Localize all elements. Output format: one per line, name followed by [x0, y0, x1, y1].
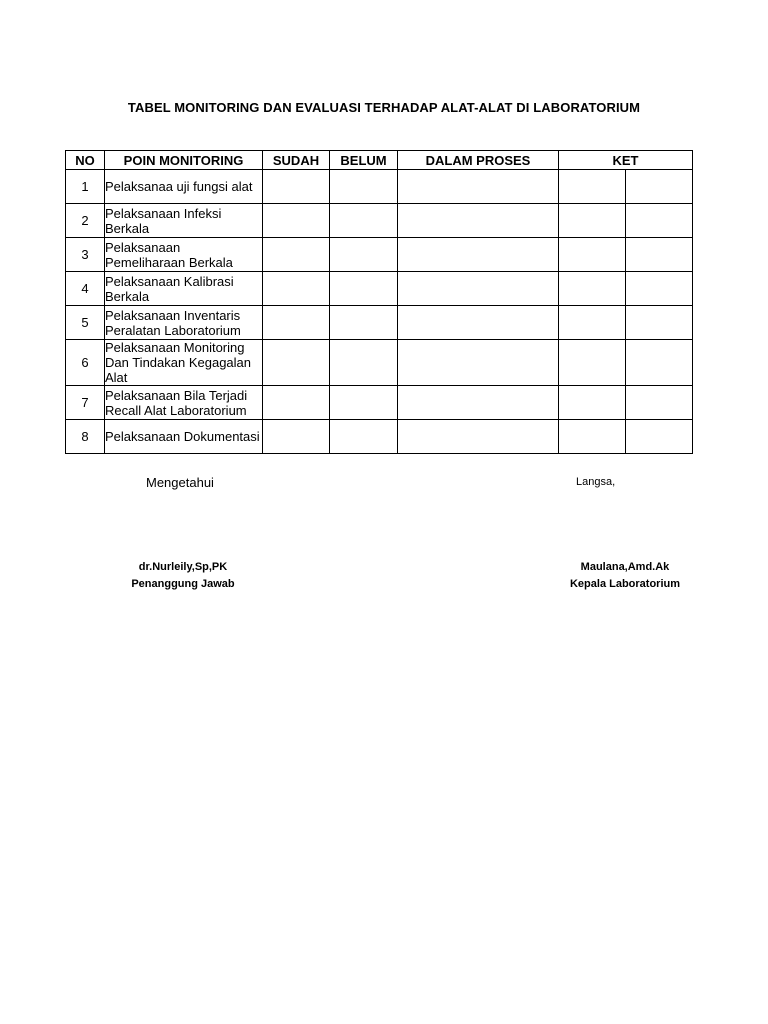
- row-in-progress-cell[interactable]: [398, 340, 559, 386]
- header-no: NO: [66, 151, 105, 170]
- header-in-progress: DALAM PROSES: [398, 151, 559, 170]
- row-in-progress-cell[interactable]: [398, 170, 559, 204]
- row-note-extra-cell[interactable]: [626, 238, 693, 272]
- row-done-cell[interactable]: [263, 386, 330, 420]
- table-row: [66, 170, 693, 204]
- row-note-cell[interactable]: [559, 170, 626, 204]
- row-number: 6: [66, 340, 105, 386]
- table-header-row: [66, 151, 693, 170]
- row-done-cell[interactable]: [263, 170, 330, 204]
- header-done: SUDAH: [263, 151, 330, 170]
- table-row: [66, 238, 693, 272]
- row-number: 1: [66, 170, 105, 204]
- row-number: 5: [66, 306, 105, 340]
- row-note-extra-cell[interactable]: [626, 340, 693, 386]
- row-note-extra-cell[interactable]: [626, 386, 693, 420]
- table-row: [66, 420, 693, 454]
- row-number: 2: [66, 204, 105, 238]
- row-point: Pelaksanaan Bila Terjadi Recall Alat Laboratorium: [105, 387, 248, 418]
- monitoring-table: [65, 150, 693, 454]
- row-point-cell: [105, 306, 263, 340]
- responsible-person-role: Penanggung Jawab: [131, 578, 235, 590]
- row-note-extra-cell[interactable]: [626, 204, 693, 238]
- row-not-done-cell[interactable]: [330, 272, 398, 306]
- row-not-done-cell[interactable]: [330, 170, 398, 204]
- table-row: [66, 204, 693, 238]
- row-not-done-cell[interactable]: [330, 306, 398, 340]
- row-not-done-cell[interactable]: [330, 386, 398, 420]
- row-in-progress-cell[interactable]: [398, 272, 559, 306]
- row-done-cell[interactable]: [263, 340, 330, 386]
- row-note-cell[interactable]: [559, 306, 626, 340]
- table-row: [66, 386, 693, 420]
- row-in-progress-cell[interactable]: [398, 386, 559, 420]
- lab-head-role: Kepala Laboratorium: [569, 578, 681, 590]
- row-point: Pelaksanaan Inventaris Peralatan Laboratorium: [105, 307, 241, 338]
- row-not-done-cell[interactable]: [330, 420, 398, 454]
- row-number: 3: [66, 238, 105, 272]
- row-in-progress-cell[interactable]: [398, 420, 559, 454]
- row-in-progress-cell[interactable]: [398, 306, 559, 340]
- row-point-cell: [105, 386, 263, 420]
- row-point: Pelaksanaan Infeksi Berkala: [105, 205, 222, 236]
- row-note-extra-cell[interactable]: [626, 420, 693, 454]
- row-number: 8: [66, 420, 105, 454]
- row-point: Pelaksanaan Monitoring Dan Tindakan Kegagalan Alat: [105, 340, 252, 385]
- row-point: Pelaksanaan Pemeliharaan Berkala: [105, 239, 233, 270]
- row-note-cell[interactable]: [559, 420, 626, 454]
- document-title: TABEL MONITORING DAN EVALUASI TERHADAP ALAT-ALAT DI LABORATORIUM: [127, 100, 641, 115]
- table-row: [66, 272, 693, 306]
- row-number: 4: [66, 272, 105, 306]
- row-in-progress-cell[interactable]: [398, 238, 559, 272]
- row-note-cell[interactable]: [559, 272, 626, 306]
- row-point: Pelaksanaan Dokumentasi: [105, 429, 260, 444]
- row-done-cell[interactable]: [263, 238, 330, 272]
- row-point-cell: [105, 340, 263, 386]
- row-point: Pelaksanaa uji fungsi alat: [105, 179, 253, 194]
- header-not-done: BELUM: [330, 151, 398, 170]
- row-note-cell[interactable]: [559, 340, 626, 386]
- row-note-extra-cell[interactable]: [626, 272, 693, 306]
- header-note: KET: [559, 151, 693, 170]
- place-label: Langsa,: [576, 476, 616, 488]
- acknowledged-label: Mengetahui: [146, 475, 214, 490]
- row-done-cell[interactable]: [263, 204, 330, 238]
- row-point-cell: [105, 272, 263, 306]
- row-not-done-cell[interactable]: [330, 238, 398, 272]
- row-note-cell[interactable]: [559, 386, 626, 420]
- header-point: POIN MONITORING: [105, 151, 263, 170]
- row-note-cell[interactable]: [559, 204, 626, 238]
- row-point: Pelaksanaan Kalibrasi Berkala: [105, 273, 234, 304]
- row-point-cell: [105, 238, 263, 272]
- table-row: [66, 306, 693, 340]
- row-not-done-cell[interactable]: [330, 204, 398, 238]
- lab-head-name: Maulana,Amd.Ak: [580, 561, 670, 573]
- row-done-cell[interactable]: [263, 272, 330, 306]
- row-point-cell: [105, 204, 263, 238]
- row-point-cell: [105, 170, 263, 204]
- row-note-cell[interactable]: [559, 238, 626, 272]
- responsible-person-name: dr.Nurleily,Sp,PK: [138, 561, 228, 573]
- row-note-extra-cell[interactable]: [626, 170, 693, 204]
- row-number: 7: [66, 386, 105, 420]
- row-done-cell[interactable]: [263, 420, 330, 454]
- table-row: [66, 340, 693, 386]
- row-note-extra-cell[interactable]: [626, 306, 693, 340]
- row-point-cell: [105, 420, 263, 454]
- row-in-progress-cell[interactable]: [398, 204, 559, 238]
- row-done-cell[interactable]: [263, 306, 330, 340]
- row-not-done-cell[interactable]: [330, 340, 398, 386]
